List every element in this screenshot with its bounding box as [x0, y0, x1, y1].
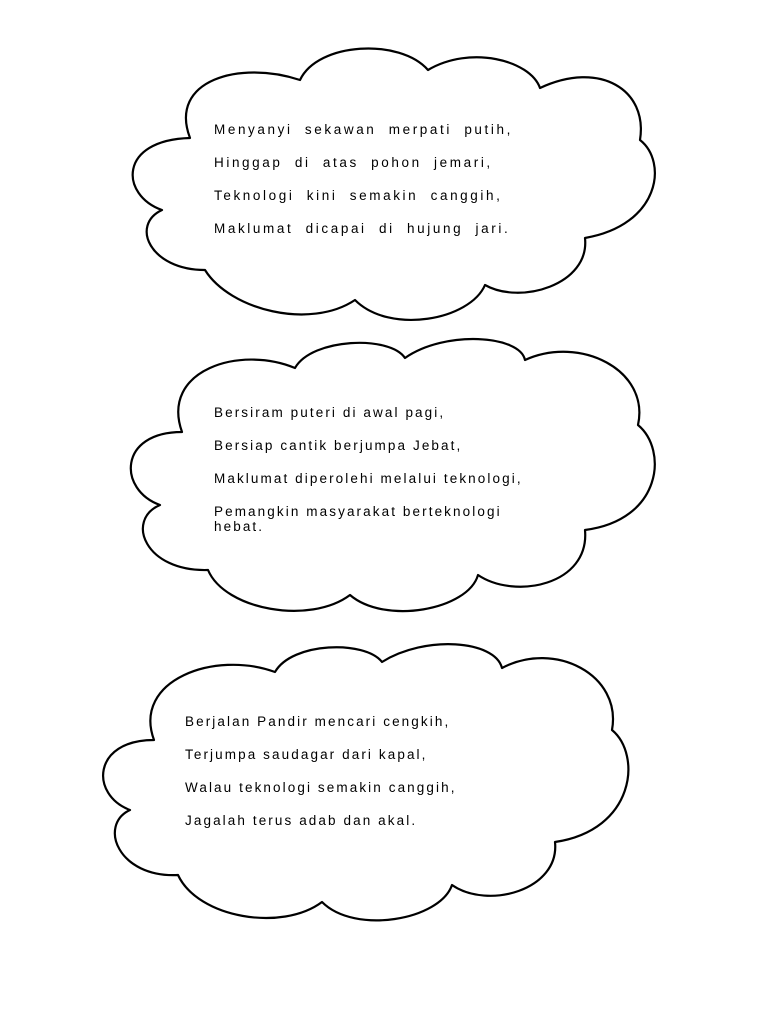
- pantun-1: [214, 122, 554, 254]
- pantun-3-line-3: Walau teknologi semakin canggih,: [185, 780, 457, 795]
- pantun-1-line-4: Maklumat dicapai di hujung jari.: [214, 221, 511, 236]
- pantun-3-line-1: Berjalan Pandir mencari cengkih,: [185, 714, 451, 729]
- pantun-2: [214, 405, 544, 552]
- pantun-1-line-3: Teknologi kini semakin canggih,: [214, 188, 503, 203]
- pantun-2-line-4: Pemangkin masyarakat berteknologi hebat.: [214, 504, 502, 534]
- pantun-3-line-2: Terjumpa saudagar dari kapal,: [185, 747, 428, 762]
- pantun-2-line-1: Bersiram puteri di awal pagi,: [214, 405, 446, 420]
- pantun-1-line-2: Hinggap di atas pohon jemari,: [214, 155, 493, 170]
- pantun-3-line-4: Jagalah terus adab dan akal.: [185, 813, 418, 828]
- pantun-3: [185, 714, 515, 846]
- pantun-2-line-3: Maklumat diperolehi melalui teknologi,: [214, 471, 523, 486]
- pantun-2-line-2: Bersiap cantik berjumpa Jebat,: [214, 438, 463, 453]
- pantun-1-line-1: Menyanyi sekawan merpati putih,: [214, 122, 513, 137]
